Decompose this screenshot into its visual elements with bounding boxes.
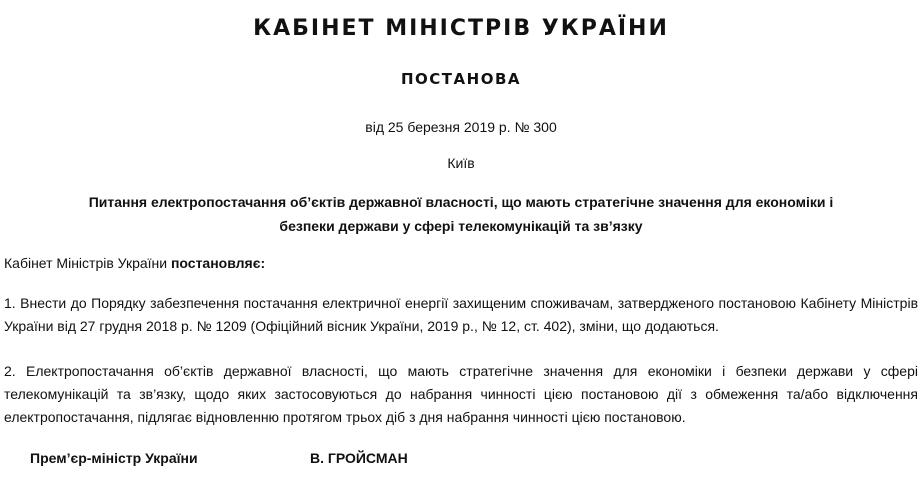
item-1-paragraph xyxy=(4,292,918,338)
signatory-name: В. ГРОЙСМАН xyxy=(310,450,408,466)
item-1-suffix: , що додаються. xyxy=(614,318,719,334)
signatory-position: Прем’єр-міністр України xyxy=(30,450,198,466)
item-2-paragraph: 2. Електропостачання об’єктів державної власності, що мають стратегічне значення для економіки і безпеки держави у сфері телекомунікацій та зв’язку, щодо яких застосовуються до набрання чинності цією постановою дії з обмеження та/або відключення електропостачання, підлягає відновленню протягом трьох діб з дня набрання чинності цією постановою. xyxy=(4,363,918,425)
intro-resolves: постановляє: xyxy=(170,255,266,271)
intro-paragraph xyxy=(4,252,918,275)
document-date-number: від 25 березня 2019 р. № 300 xyxy=(365,119,557,135)
subject-line-1: Питання електропостачання об’єктів державної власності, що мають стратегічне значення для економіки і xyxy=(88,194,834,210)
item-1-text: 1. Внести до Порядку забезпечення постачання електричної енергії захищеним споживачам, затвердженого постановою Кабінету Міністрів України від 27 грудня 2018 р. № 1209 (Офіційний вісник України, 2019 р., № 12, ст. 402), xyxy=(4,295,918,334)
document-subject xyxy=(0,190,922,238)
intro-prefix: Кабінет Міністрів України xyxy=(4,255,171,271)
document-type: ПОСТАНОВА xyxy=(400,70,521,88)
document-city: Київ xyxy=(447,155,475,171)
issuer-title: КАБІНЕТ МІНІСТРІВ УКРАЇНИ xyxy=(253,16,669,41)
subject-line-2: безпеки держави у сфері телекомунікацій та зв’язку xyxy=(279,218,643,234)
amendments-link[interactable]: зміни xyxy=(579,318,615,334)
